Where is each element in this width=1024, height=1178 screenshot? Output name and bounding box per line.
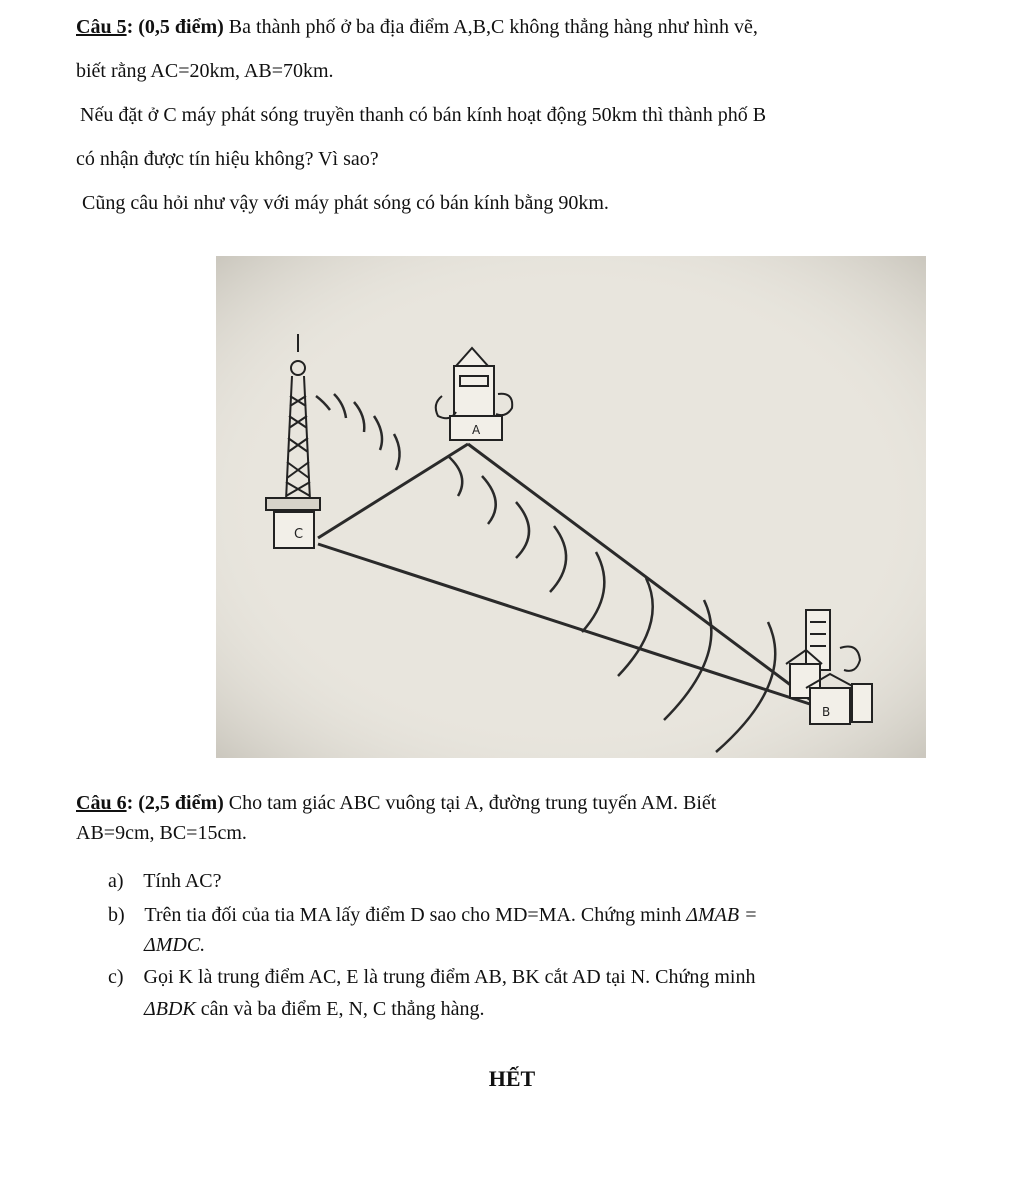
q6-label: Câu 6	[76, 792, 127, 814]
q5-colon: :	[126, 16, 134, 38]
q6-colon: :	[126, 792, 134, 814]
q6-part-a	[108, 868, 222, 894]
q6-part-b	[108, 902, 758, 928]
q5-label: Câu 5	[76, 16, 127, 38]
q5-points: (0,5 điểm)	[138, 16, 224, 38]
q6-part-b-math-1: ΔMAB =	[686, 904, 758, 926]
q6-line-1	[76, 790, 716, 816]
label-b: B	[822, 705, 831, 719]
q5-line-4: có nhận được tín hiệu không? Vì sao?	[76, 148, 379, 170]
figure-drawing	[216, 256, 926, 758]
q6-part-c-line-2	[144, 996, 485, 1022]
q5-line-5: Cũng câu hỏi như vậy với máy phát sóng có bán kính bằng 90km.	[82, 192, 609, 214]
q6-part-c-math: ΔBDK	[144, 998, 196, 1020]
q6-part-c-text-2: cân và ba điểm E, N, C thẳng hàng.	[200, 998, 485, 1020]
q6-part-b-math-2: ΔMDC.	[144, 934, 206, 956]
q5-line-1	[76, 14, 758, 40]
q6-part-b-text: Trên tia đối của tia MA lấy điểm D sao cho MD=MA. Chứng minh	[144, 904, 682, 926]
q6-part-a-text: Tính AC?	[143, 870, 222, 892]
figure-photo	[216, 256, 926, 758]
q6-line-2: AB=9cm, BC=15cm.	[76, 822, 247, 844]
q6-part-c	[108, 964, 755, 990]
q6-part-a-marker: a)	[108, 870, 124, 892]
q5-line-3: Nếu đặt ở C máy phát sóng truyền thanh có bán kính hoạt động 50km thì thành phố B	[80, 104, 767, 126]
label-c: C	[294, 527, 304, 542]
q6-points: (2,5 điểm)	[138, 792, 224, 814]
label-a: A	[472, 423, 481, 437]
q5-line-2: biết rằng AC=20km, AB=70km.	[76, 60, 334, 82]
end-marker: HẾT	[488, 1066, 536, 1091]
q5-text-1: Ba thành phố ở ba địa điểm A,B,C không thẳng hàng như hình vẽ,	[228, 16, 758, 38]
q6-part-b-marker: b)	[108, 904, 125, 926]
q6-part-c-marker: c)	[108, 966, 124, 988]
q6-part-c-text: Gọi K là trung điểm AC, E là trung điểm AB, BK cắt AD tại N. Chứng minh	[143, 966, 756, 988]
q6-text-1: Cho tam giác ABC vuông tại A, đường trung tuyến AM. Biết	[228, 792, 717, 814]
